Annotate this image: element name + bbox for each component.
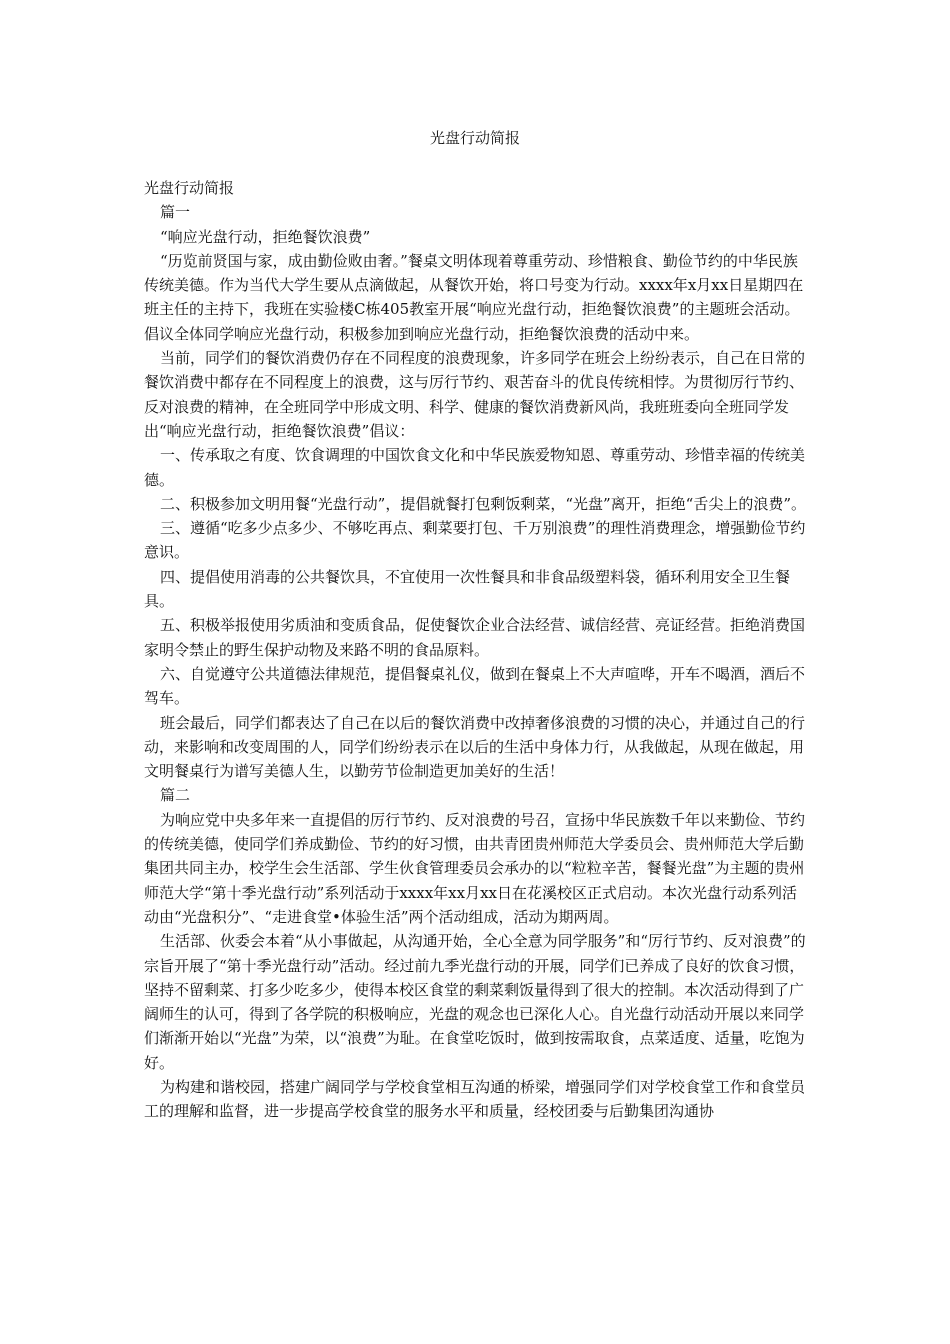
paragraph: 班会最后，同学们都表达了自己在以后的餐饮消费中改掉奢侈浪费的习惯的决心，并通过自己的行动，来影响和改变周围的人，同学们纷纷表示在以后的生活中身体力行，从我做起，从现在做起，用文明餐桌行为谱写美德人生，以勤劳节俭制造更加美好的生活！ bbox=[144, 713, 806, 781]
proposal-item-4: 四、提倡使用消毒的公共餐饮具，不宜使用一次性餐具和非食品级塑料袋，循环利用安全卫生餐具。 bbox=[144, 567, 791, 611]
paragraph: “历览前贤国与家，成由勤俭败由奢。”餐桌文明体现着尊重劳动、珍惜粮食、勤俭节约的中华民族传统美德。作为当代大学生要从点滴做起，从餐饮开始，将口号变为行动。xxxx年x月xx日星期四在班主任的主持下，我班在实验楼C栋405教室开展“响应光盘行动，拒绝餐饮浪费”的主题班会活动。倡议全体同学响应光盘行动，积极参加到响应光盘行动，拒绝餐饮浪费的活动中来。 bbox=[144, 251, 804, 343]
section-heading-2: 篇二 bbox=[160, 786, 191, 805]
proposal-item-6: 六、自觉遵守公共道德法律规范，提倡餐桌礼仪，做到在餐桌上不大声喧哗，开车不喝酒，酒后不驾车。 bbox=[144, 664, 806, 708]
paragraph: 为构建和谐校园，搭建广阔同学与学校食堂相互沟通的桥梁，增强同学们对学校食堂工作和食堂员工的理解和监督，进一步提高学校食堂的服务水平和质量，经校团委与后勤集团沟通协 bbox=[144, 1077, 806, 1121]
paragraph: 生活部、伙委会本着“从小事做起，从沟通开始，全心全意为同学服务”和“厉行节约、反对浪费”的宗旨开展了“第十季光盘行动”活动。经过前九季光盘行动的开展，同学们已养成了良好的饮食习惯，坚持不留剩菜、打多少吃多少，使得本校区食堂的剩菜剩饭量得到了很大的控制。本次活动得到了广阔师生的认可，得到了各学院的积极响应，光盘的观念也已深化人心。自光盘行动活动开展以来同学们渐渐开始以“光盘”为荣，以“浪费”为耻。在食堂吃饭时，做到按需取食，点菜适度、适量，吃饱为好。 bbox=[144, 932, 806, 1072]
document-body bbox=[144, 176, 808, 1124]
proposal-item-2: 二、积极参加文明用餐“光盘行动”，提倡就餐打包剩饭剩菜，“光盘”离开，拒绝“舌尖上的浪费”。 bbox=[160, 494, 807, 513]
section-slogan: “响应光盘行动，拒绝餐饮浪费” bbox=[160, 227, 371, 246]
paragraph: 当前，同学们的餐饮消费仍存在不同程度的浪费现象，许多同学在班会上纷纷表示，自己在日常的餐饮消费中都存在不同程度上的浪费，这与厉行节约、艰苦奋斗的优良传统相悖。为贯彻厉行节约、反对浪费的精神，在全班同学中形成文明、科学、健康的餐饮消费新风尚，我班班委向全班同学发出“响应光盘行动，拒绝餐饮浪费”倡议： bbox=[144, 349, 806, 440]
paragraph: 为响应党中央多年来一直提倡的厉行节约、反对浪费的号召，宣扬中华民族数千年以来勤俭、节约的传统美德，使同学们养成勤俭、节约的好习惯，由共青团贵州师范大学委员会、贵州师范大学后勤集团共同主办，校学生会生活部、学生伙食管理委员会承办的以“粒粒辛苦，餐餐光盘”为主题的贵州师范大学“第十季光盘行动”系列活动于xxxx年xx月xx日在花溪校区正式启动。本次光盘行动系列活动由“光盘积分”、“走进食堂•体验生活”两个活动组成，活动为期两周。 bbox=[144, 810, 806, 926]
section-heading-1: 篇一 bbox=[160, 203, 191, 222]
document-title: 光盘行动简报 bbox=[429, 129, 520, 147]
proposal-item-3: 三、遵循“吃多少点多少、不够吃再点、剩菜要打包、千万别浪费”的理性消费理念，增强勤俭节约意识。 bbox=[144, 519, 806, 562]
document-subtitle: 光盘行动简报 bbox=[144, 179, 235, 197]
proposal-item-5: 五、积极举报使用劣质油和变质食品，促使餐饮企业合法经营、诚信经营、亮证经营。拒绝消费国家明令禁止的野生保护动物及来路不明的食品原料。 bbox=[144, 616, 806, 659]
proposal-item-1: 一、传承取之有度、饮食调理的中国饮食文化和中华民族爱物知恩、尊重劳动、珍惜幸福的传统美德。 bbox=[144, 446, 806, 489]
